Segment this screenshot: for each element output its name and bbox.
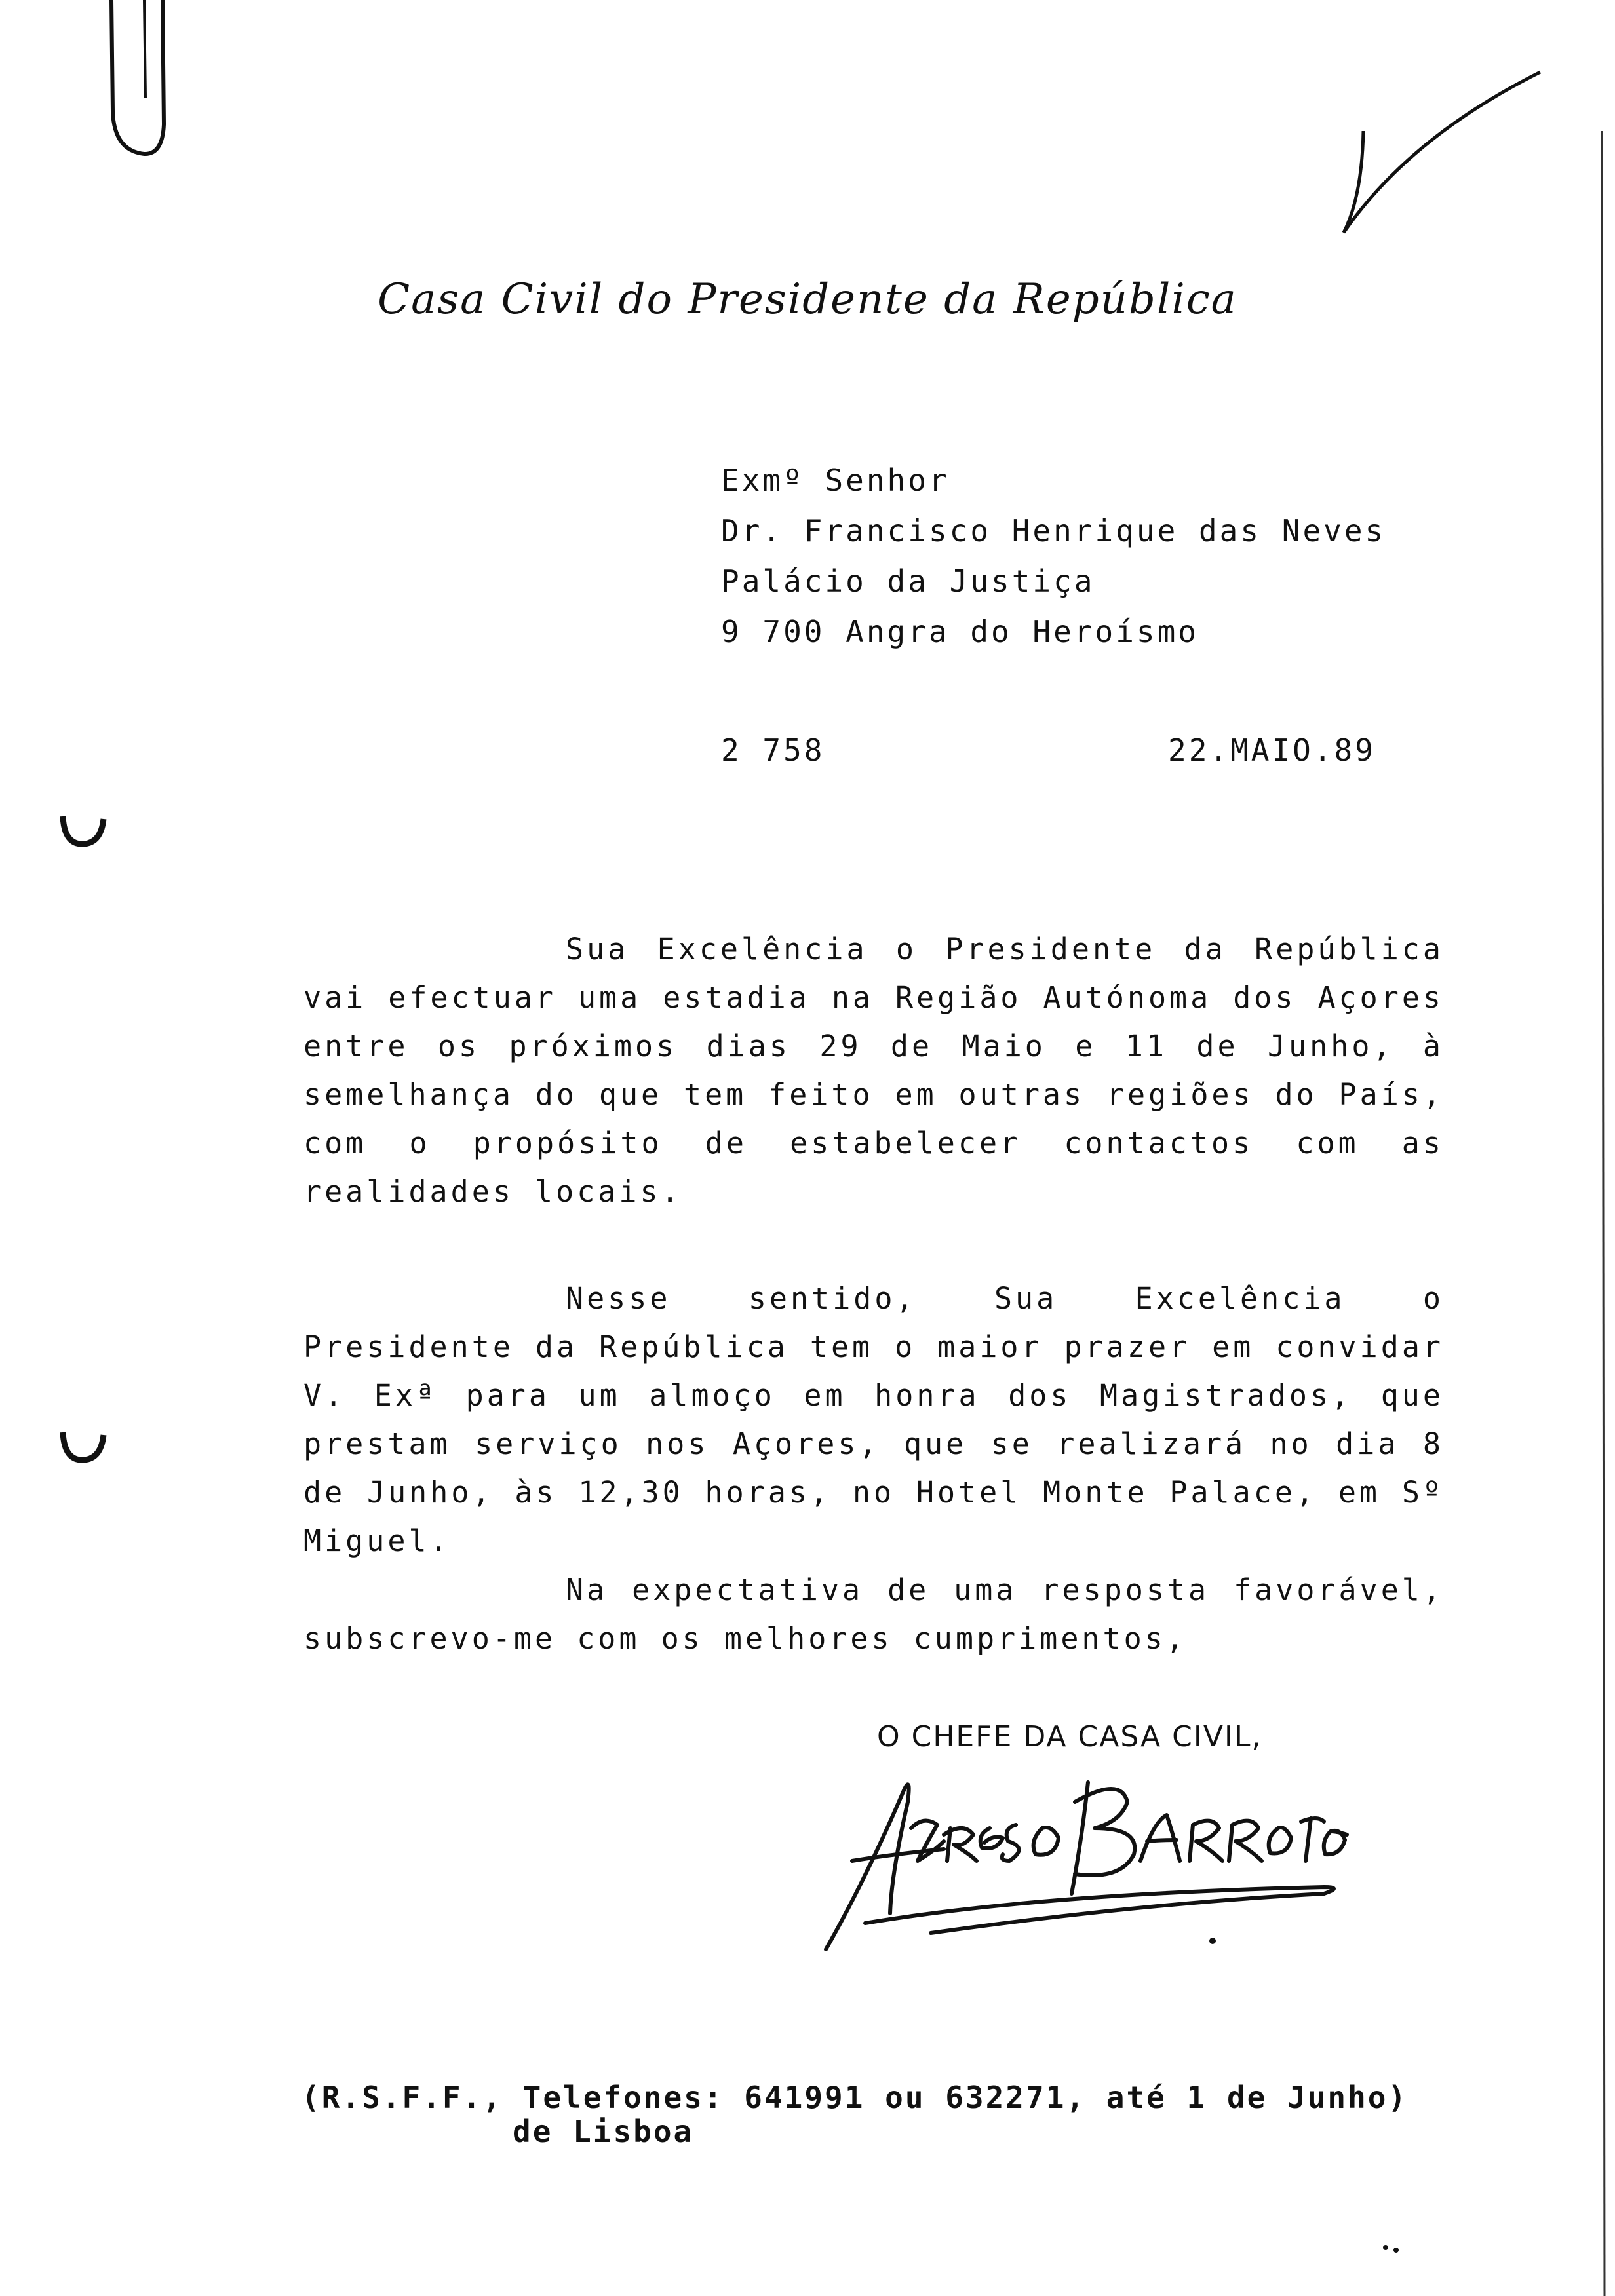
letterhead: Casa Civil do Presidente da República: [378, 275, 1237, 324]
footer-contact: [302, 2080, 1408, 2149]
punch-hole-mark-lower: [58, 1428, 110, 1468]
recipient-name: Dr. Francisco Henrique das Neves: [721, 513, 1386, 548]
punch-hole-mark-upper: [58, 813, 110, 852]
body-paragraph-1-text: Sua Excelência o Presidente da República vai efectuar uma estadia na Região Autónoma dos Açores entre os próximos dias 29 de Maio e 11 de Junho, à semelhança do que tem feito em outras regiões do País, com o propósito de estabelecer contactos com as realidades locais.: [303, 932, 1444, 1209]
scan-edge-line: [1599, 0, 1606, 2296]
recipient-building: Palácio da Justiça: [721, 564, 1095, 599]
check-mark: [1331, 59, 1540, 256]
body-paragraph-1: [303, 925, 1444, 1216]
letter-date: 22.MAIO.89: [1168, 733, 1376, 768]
body-paragraph-2-text: Nesse sentido, Sua Excelência o Presidente da República tem o maior prazer em convidar V. Exª para um almoço em honra dos Magistrados, que prestam serviço nos Açores, que se realizará no dia 8 de Junho, às 12,30 horas, no Hotel Monte Palace, em Sº Miguel.: [303, 1281, 1444, 1558]
footer-line-2: de Lisboa: [513, 2114, 694, 2149]
body-paragraph-2: [303, 1274, 1444, 1565]
recipient-salutation: Exmº Senhor: [721, 463, 950, 498]
body-paragraph-3-text: Na expectativa de uma resposta favorável, subscrevo-me com os melhores cumprimentos,: [303, 1573, 1444, 1656]
footer-line-1: (R.S.F.F., Telefones: 641991 ou 632271, até 1 de Junho): [302, 2080, 1409, 2115]
signature: [813, 1763, 1350, 1959]
paper-clip-mark: [105, 0, 184, 170]
scan-specks: [1382, 2242, 1408, 2255]
signoff-title: O CHEFE DA CASA CIVIL,: [877, 1720, 1262, 1753]
body-paragraph-3: [303, 1566, 1444, 1663]
recipient-city: 9 700 Angra do Heroísmo: [721, 614, 1199, 649]
recipient-address: [721, 455, 1386, 657]
reference-number: 2 758: [721, 733, 825, 768]
